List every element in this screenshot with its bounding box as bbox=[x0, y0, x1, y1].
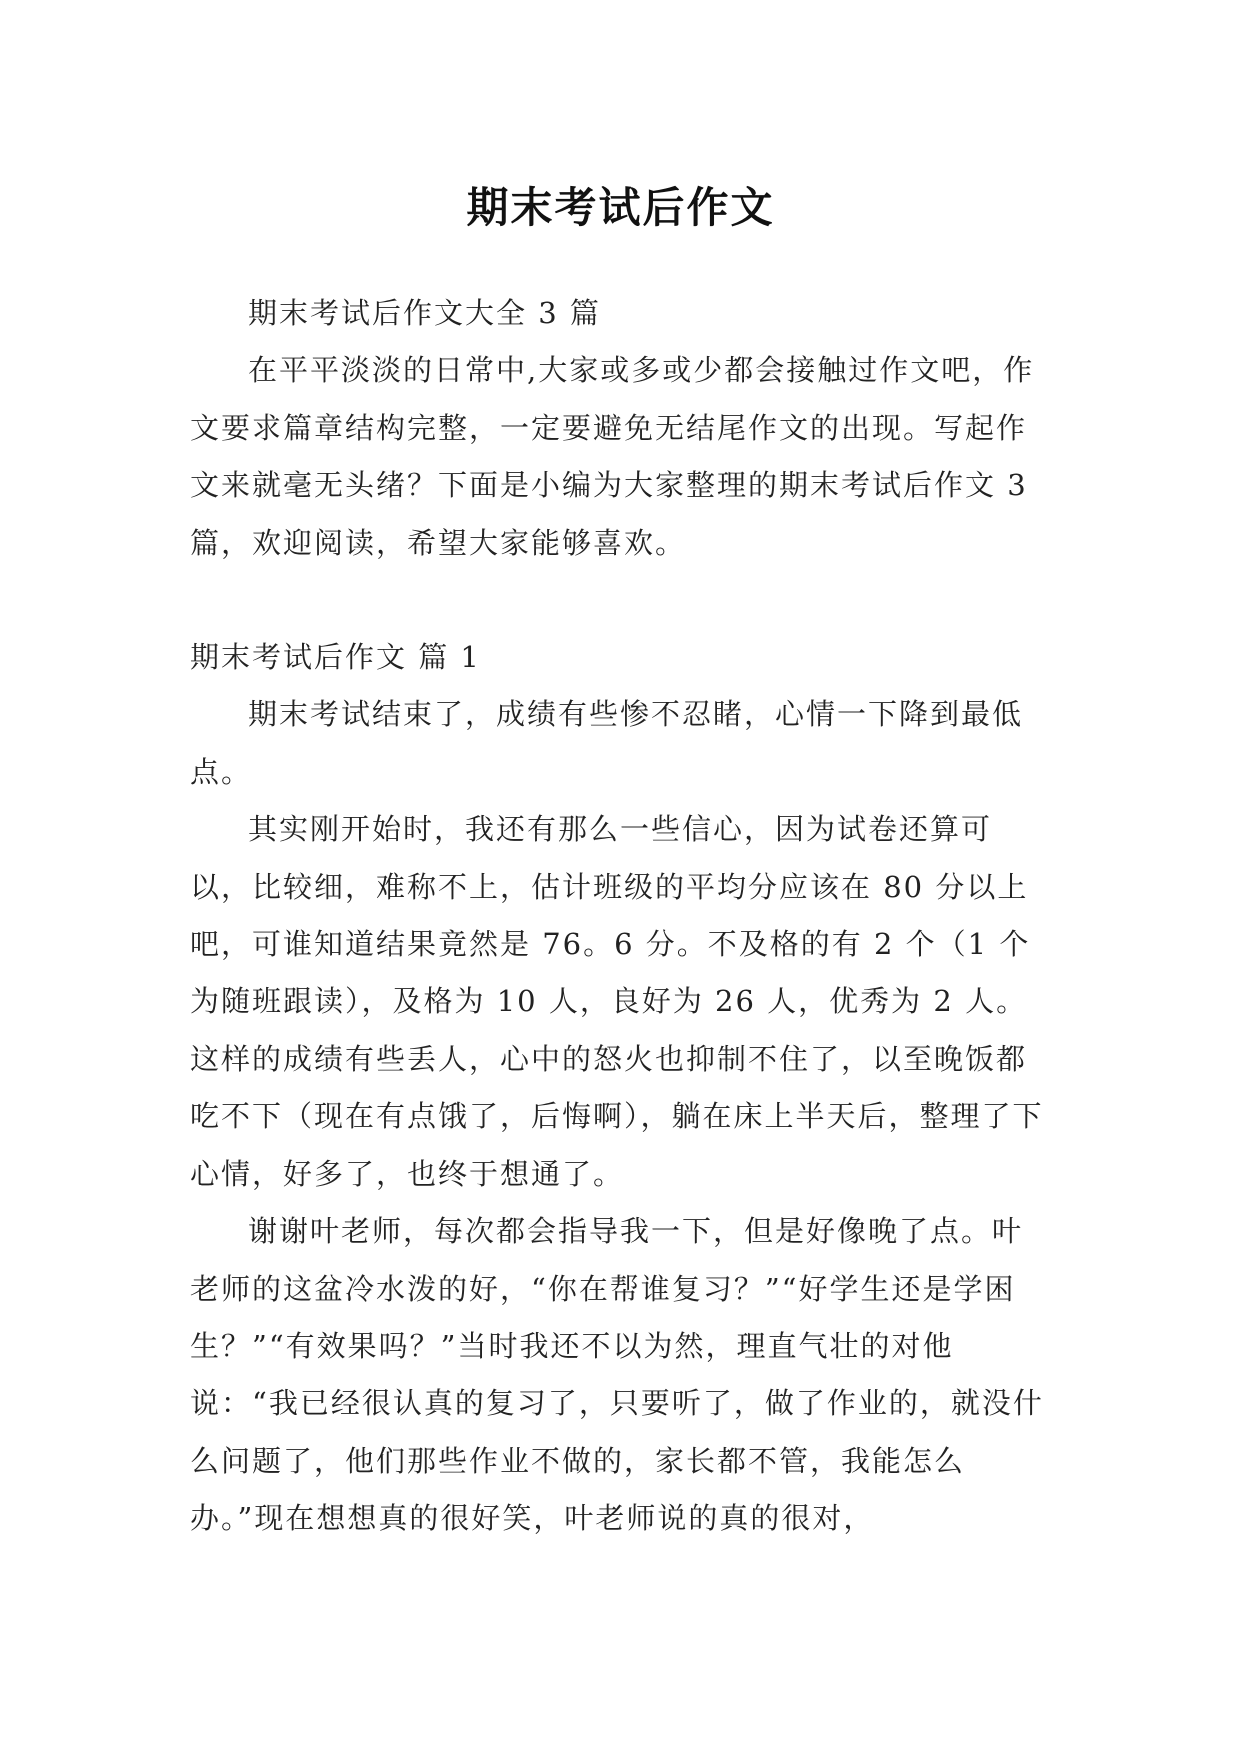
paragraph: 谢谢叶老师，每次都会指导我一下，但是好像晚了点。叶老师的这盆冷水泼的好，“你在帮谁复习？”“好学生还是学困生？”“有效果吗？”当时我还不以为然，理直气壮的对他说：“我已经很认真的复习了，只要听了，做了作业的，就没什么问题了，他们那些作业不做的，家长都不管，我能怎么办。”现在想想真的很好笑，叶老师说的真的很对， bbox=[190, 1214, 1044, 1536]
intro-paragraph: 在平平淡淡的日常中,大家或多或少都会接触过作文吧，作文要求篇章结构完整，一定要避免无结尾作文的出现。写起作文来就毫无头绪？下面是小编为大家整理的期末考试后作文 3 篇，欢迎阅读，希望大家能够喜欢。 bbox=[190, 353, 1035, 560]
paragraph: 期末考试结束了，成绩有些惨不忍睹，心情一下降到最低点。 bbox=[190, 697, 1024, 789]
document-body bbox=[190, 285, 1050, 1548]
section-heading: 期末考试后作文 篇 1 bbox=[190, 640, 481, 675]
document-subtitle: 期末考试后作文大全 3 篇 bbox=[248, 296, 601, 330]
document-title: 期末考试后作文 bbox=[466, 183, 775, 233]
paragraph: 其实刚开始时，我还有那么一些信心，因为试卷还算可以，比较细，难称不上，估计班级的平均分应该在 80 分以上吧，可谁知道结果竟然是 76。6 分。不及格的有 2 个（1 个为随班跟读），及格为 10 人，良好为 26 人，优秀为 2 人。这样的成绩有些丢人，心中的怒火也抑制不住了，以至晚饭都吃不下（现在有点饿了，后悔啊），躺在床上半天后，整理了下心情，好多了，也终于想通了。 bbox=[190, 812, 1044, 1191]
